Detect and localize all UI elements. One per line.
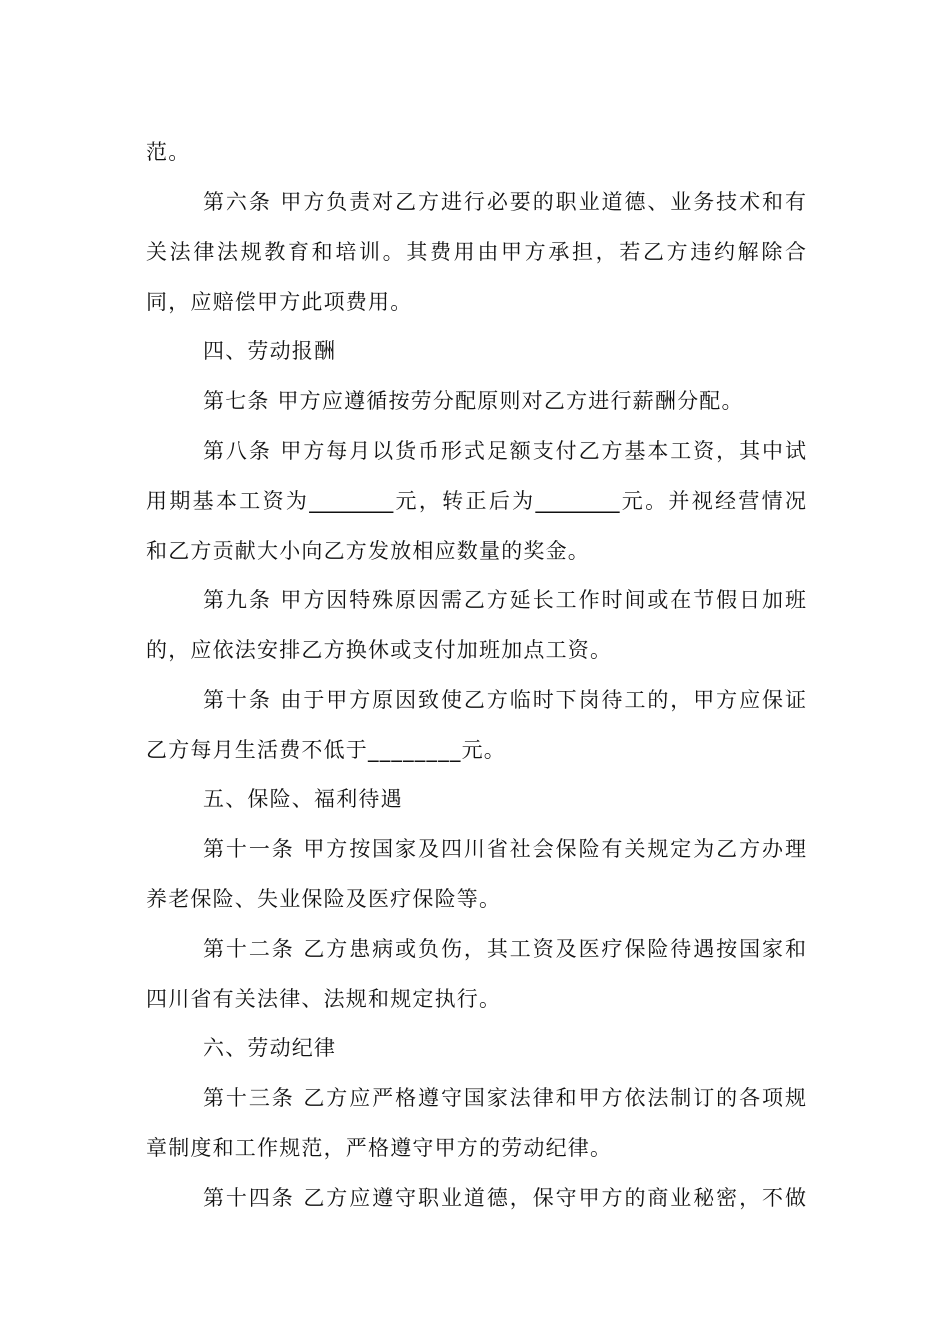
text-line: 关法律法规教育和培训。其费用由甲方承担，若乙方违约解除合	[146, 240, 806, 264]
article-12-line: 第十二条 乙方患病或负伤，其工资及医疗保险待遇按国家和	[203, 937, 806, 961]
text-line: 用期基本工资为________元，转正后为________元。并视经营情况	[146, 489, 806, 513]
article-14-line: 第十四条 乙方应遵守职业道德，保守甲方的商业秘密，不做	[203, 1186, 806, 1210]
article-10-line: 第十条 由于甲方原因致使乙方临时下岗待工的，甲方应保证	[203, 688, 806, 712]
article-6-line: 第六条 甲方负责对乙方进行必要的职业道德、业务技术和有	[203, 190, 806, 214]
article-11-line: 第十一条 甲方按国家及四川省社会保险有关规定为乙方办理	[203, 837, 806, 861]
article-8-line: 第八条 甲方每月以货币形式足额支付乙方基本工资，其中试	[203, 439, 806, 463]
text-line: 养老保险、失业保险及医疗保险等。	[146, 887, 502, 911]
text-line: 章制度和工作规范，严格遵守甲方的劳动纪律。	[146, 1136, 613, 1160]
section-heading-5: 五、保险、福利待遇	[203, 787, 403, 811]
text-line: 的，应依法安排乙方换休或支付加班加点工资。	[146, 638, 613, 662]
text-line: 乙方每月生活费不低于________元。	[146, 738, 506, 762]
text-line: 四川省有关法律、法规和规定执行。	[146, 987, 502, 1011]
text-line: 同，应赔偿甲方此项费用。	[146, 290, 413, 314]
text-line: 和乙方贡献大小向乙方发放相应数量的奖金。	[146, 539, 590, 563]
section-heading-4: 四、劳动报酬	[203, 339, 337, 363]
article-13-line: 第十三条 乙方应严格遵守国家法律和甲方依法制订的各项规	[203, 1086, 806, 1110]
article-9-line: 第九条 甲方因特殊原因需乙方延长工作时间或在节假日加班	[203, 588, 806, 612]
article-7-line: 第七条 甲方应遵循按劳分配原则对乙方进行薪酬分配。	[203, 389, 744, 413]
text-line: 范。	[146, 140, 191, 164]
section-heading-6: 六、劳动纪律	[203, 1036, 337, 1060]
